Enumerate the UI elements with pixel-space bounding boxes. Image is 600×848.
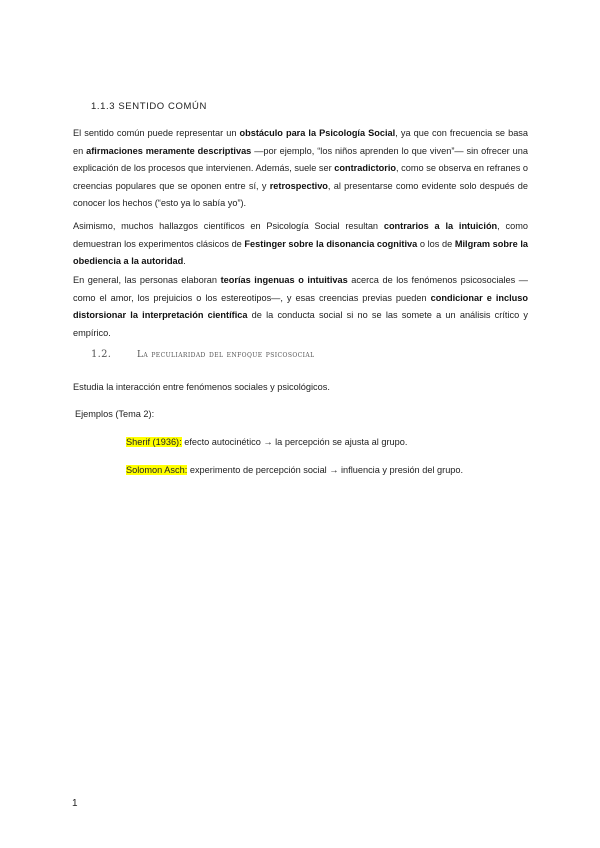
text-run: , al presentarse como evidente solo después de conocer los hechos (“esto ya lo sabía yo”). [73, 180, 528, 208]
page-number: 1 [72, 798, 78, 809]
text-run: El sentido común puede representar un [73, 128, 240, 138]
study-line: Estudia la interacción entre fenómenos sociales y psicológicos. [73, 382, 330, 392]
bold-text-run: contradictorio [334, 163, 397, 173]
text-run: , como demuestran los experimentos clásicos de [73, 221, 528, 249]
text-run: Asimismo, muchos hallazgos científicos en Psicología Social resultan [73, 221, 384, 231]
bold-text-run: teorías ingenuas o intuitivas [220, 275, 348, 285]
subsection-number: 1.2. [91, 349, 112, 360]
paragraph-contraintuitivo [73, 218, 528, 271]
example-item [126, 437, 407, 447]
text-run: En general, las personas elaboran [73, 275, 221, 285]
text-run: acerca de los fenómenos psicosociales —como el amor, los prejuicios o los estereotipos—, y esas creencias previas pueden [73, 275, 528, 303]
text-run: de la conducta social si no se las somete a un análisis crítico y empírico. [73, 310, 528, 338]
example-highlight: Solomon Asch: [126, 465, 188, 475]
paragraph-teorias-ingenuas [73, 272, 528, 342]
examples-label: Ejemplos (Tema 2): [75, 409, 155, 419]
example-highlight: Sherif (1936): [126, 437, 182, 447]
text-run: , ya que con frecuencia se basa en [73, 128, 529, 156]
bold-text-run: Milgram sobre la obediencia a la autoridad [73, 238, 528, 266]
example-text: efecto autocinético → la percepción se ajusta al grupo. [181, 437, 408, 447]
example-text: experimento de percepción social → influencia y presión del grupo. [187, 465, 464, 475]
section-heading: 1.1.3 SENTIDO COMÚN [91, 101, 207, 112]
bold-text-run: contrarios a la intuición [383, 221, 498, 231]
text-run: . [183, 256, 186, 266]
subsection-title: La peculiaridad del enfoque psicosocial [137, 350, 315, 360]
bold-text-run: retrospectivo [269, 180, 328, 191]
bold-text-run: afirmaciones meramente descriptivas [86, 145, 252, 156]
bold-text-run: obstáculo para la Psicología Social [239, 128, 396, 138]
text-run: , como se observa en refranes o creencias populares que se oponen entre sí, y [73, 163, 528, 191]
subsection-heading [91, 349, 315, 360]
bold-text-run: Festinger sobre la disonancia cognitiva [244, 238, 418, 249]
text-run: —por ejemplo, “los niños aprenden lo que viven”— sin ofrecer una explicación de los procesos que intervienen. Además, suele ser [73, 145, 528, 173]
paragraph-sentido-comun [73, 125, 528, 213]
example-item [126, 465, 463, 475]
text-run: o los de [417, 238, 455, 249]
bold-text-run: condicionar e incluso distorsionar la interpretación científica [73, 292, 528, 320]
